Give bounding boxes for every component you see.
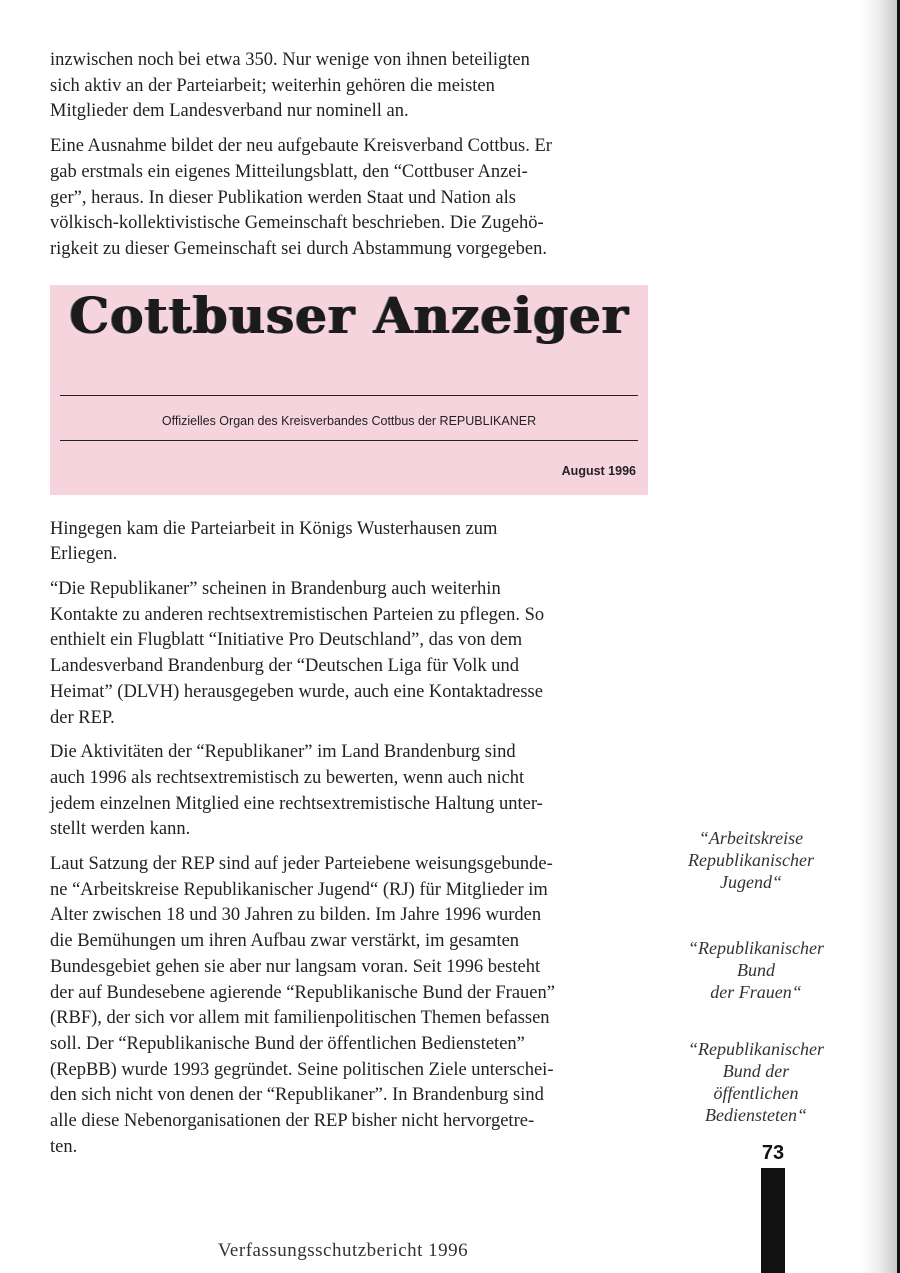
page-edge-shadow: [860, 0, 900, 1273]
paragraph-cottbus: Eine Ausnahme bildet der neu aufgebaute Kreisverband Cottbus. Er gab erstmals ein eigenes Mitteilungsblatt, den “Cottbuser Anzei- ger”, heraus. In dieser Publikation werden Staat und Nation als völkisch-kollektivistische Gemeinschaft beschrieben. Die Zugehö- rigkeit zu dieser Gemeinschaft sei durch Abstammung vorgegeben.: [50, 136, 552, 259]
running-footer: Verfassungsschutzbericht 1996: [217, 1240, 469, 1261]
clipping-subtitle: Offizielles Organ des Kreisverbandes Cottbus der REPUBLIKANER: [161, 413, 537, 428]
main-text-column: [50, 48, 650, 1170]
paragraph-koenigs-wusterhausen: Hingegen kam die Parteiarbeit in Königs Wusterhausen zum Erliegen.: [50, 518, 498, 565]
clipping-rule-bottom: [60, 440, 638, 442]
paragraph-contacts: “Die Republikaner” scheinen in Brandenburg auch weiterhin Kontakte zu anderen rechtsextremistischen Parteien zu pflegen. So enthielt ein Flugblatt “Initiative Pro Deutschland”, das von dem Landesverband Brandenburg der “Deutschen Liga für Volk und Heimat” (DLVH) herausgegeben wurde, auch eine Kontaktadresse der REP.: [50, 579, 545, 728]
clipping-masthead: Cottbuser Anzeiger: [69, 285, 629, 345]
paragraph-assessment: Die Aktivitäten der “Republikaner” im Land Brandenburg sind auch 1996 als rechtsextremistisch zu bewerten, wenn auch nicht jedem einzelnen Mitglied eine rechtsextremistische Haltung unter- stellt werden kann.: [50, 742, 543, 840]
margin-note-jugend: “Arbeitskreise Republikanischer Jugend“: [688, 828, 814, 892]
clipping-rule-top: [60, 395, 638, 397]
page-thumb-tab: [761, 1168, 785, 1273]
margin-note-frauen: “Republikanischer Bund der Frauen“: [688, 938, 824, 1002]
paragraph-membership: inzwischen noch bei etwa 350. Nur wenige von ihnen beteiligten sich aktiv an der Parteiarbeit; weiterhin gehören die meisten Mitglieder dem Landesverband nur nominell an.: [50, 50, 530, 122]
paragraph-suborganisations: Laut Satzung der REP sind auf jeder Parteiebene weisungsgebunde- ne “Arbeitskreise Republikanischer Jugend“ (RJ) für Mitglieder im Alter zwischen 18 und 30 Jahren zu bilden. Im Jahre 1996 wurden die Bemühungen um ihren Aufbau zwar verstärkt, im gesamten Bundesgebiet gehen sie aber nur langsam voran. Seit 1996 besteht der auf Bundesebene agierende “Republikanische Bund der Frauen” (RBF), der sich vor allem mit familienpolitischen Themen befassen soll. Der “Republikanische Bund der öffentlichen Bediensteten” (RepBB) wurde 1993 gegründet. Seine politischen Ziele unterschei- den sich nicht von denen der “Republikaner”. In Brandenburg sind alle diese Nebenorganisationen der REP bisher nicht hervorgetre- ten.: [50, 854, 555, 1157]
page-number: 73: [761, 1142, 785, 1164]
newspaper-clipping: [50, 285, 648, 495]
margin-note-bedienstete: “Republikanischer Bund der öffentlichen Bediensteten“: [688, 1039, 824, 1125]
clipping-date: August 1996: [561, 463, 636, 478]
